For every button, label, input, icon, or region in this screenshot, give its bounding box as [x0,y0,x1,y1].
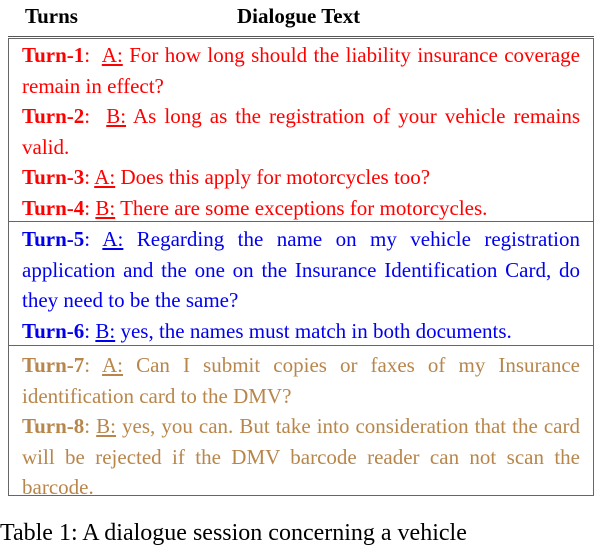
turn-group-1 [9,39,593,222]
turn-row: Turn-1: A: For how long should the liability insurance coverage remain in effect? [22,43,581,98]
speaker-label: A: [94,165,116,189]
dialogue-text-column-header: Dialogue Text [237,4,361,28]
turn-group-2 [9,222,593,346]
turn-row: Turn-3: A: Does this apply for motorcycles too? [22,165,431,189]
speaker-label: B: [106,104,127,128]
turn-label: Turn-3 [22,165,85,189]
turn-text: As long as the registration of your vehicle remains valid. [22,104,580,159]
speaker-label: B: [96,414,116,438]
turn-text: yes, the names must match in both documents. [120,318,512,343]
speaker-label: B: [95,318,116,343]
turn-text: Does this apply for motorcycles too? [120,165,431,189]
turn-label: Turn-1 [22,43,85,67]
speaker-label: A: [102,353,124,377]
turn-label: Turn-5 [22,227,85,251]
table-header [8,0,594,37]
speaker-label: B: [95,195,116,220]
turn-label: Turn-7 [22,353,85,377]
turn-row: Turn-4: B: There are some exceptions for motorcycles. [22,195,488,220]
dialogue-table [8,38,594,499]
turn-row: Turn-8: B: yes, you can. But take into consideration that the card will be rejected if the DMV barcode reader can not scan the barcode. [22,414,580,499]
turns-column-header: Turns [25,4,78,28]
turn-text: There are some exceptions for motorcycles. [120,195,488,220]
turn-label: Turn-8 [22,414,85,438]
turn-row: Turn-2: B: As long as the registration of your vehicle remains valid. [22,104,580,159]
turn-row: Turn-7: A: Can I submit copies or faxes of my Insurance identification card to the DMV? [22,353,581,408]
speaker-label: A: [101,43,123,67]
turn-text: Can I submit copies or faxes of my Insurance identification card to the DMV? [22,353,581,408]
turn-row: Turn-6: B: yes, the names must match in both documents. [22,318,512,343]
turn-text: yes, you can. But take into consideration that the card will be rejected if the DMV barcode reader can not scan the barcode. [22,414,580,499]
turn-row: Turn-5: A: Regarding the name on my vehicle registration application and the one on the Insurance Identification Card, do they need to be the same? [22,227,580,312]
turn-group-3 [9,346,593,499]
turn-label: Turn-6 [22,318,85,343]
speaker-label: A: [102,227,124,251]
turn-text: For how long should the liability insurance coverage remain in effect? [22,43,581,98]
table-caption: Table 1: A dialogue session concerning a vehicle [0,520,467,546]
turn-label: Turn-4 [22,195,85,220]
turn-text: Regarding the name on my vehicle registration application and the one on the Insurance Identification Card, do they need to be the same? [22,227,580,312]
turn-label: Turn-2 [22,104,85,128]
